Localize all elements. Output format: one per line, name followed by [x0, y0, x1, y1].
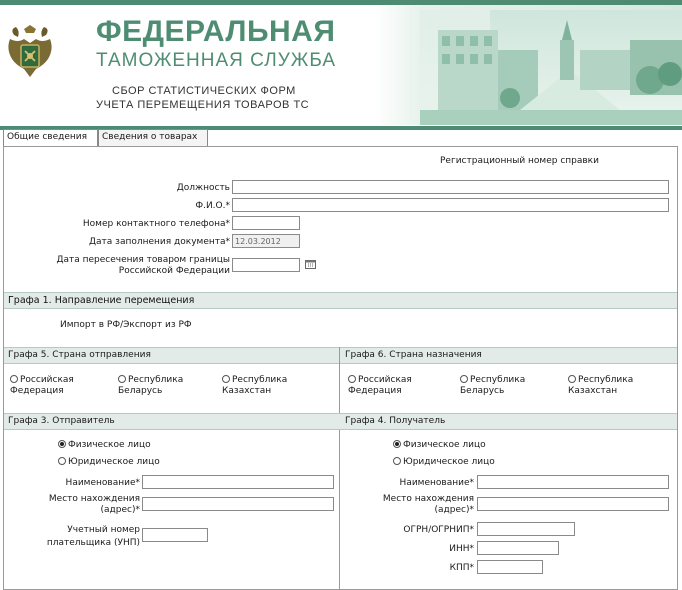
tab-goods-info[interactable]: Сведения о товарах [98, 129, 208, 146]
radio-selected-icon [58, 440, 66, 448]
graph6-option-belarus[interactable] [460, 375, 525, 397]
recipient-ogrn-input[interactable] [477, 522, 575, 536]
phone-input[interactable] [232, 216, 300, 230]
option-label: Республика [578, 375, 634, 385]
recipient-ogrn-label: ОГРН/ОГРНИП* [403, 525, 474, 535]
position-label: Должность [176, 183, 230, 193]
recipient-address-label-line1: Место нахождения [382, 494, 474, 504]
recipient-kpp-input[interactable] [477, 560, 543, 574]
graph3-header: Графа 3. Отправитель [8, 416, 115, 426]
sender-legal-radio[interactable] [58, 457, 160, 468]
graph4-header: Графа 4. Получатель [345, 416, 446, 426]
option-label-line2: Беларусь [118, 386, 163, 396]
option-label: Российская [20, 375, 74, 385]
sender-name-label: Наименование* [65, 478, 140, 488]
sender-address-input[interactable] [142, 497, 334, 511]
radio-label: Физическое лицо [403, 440, 486, 450]
full-name-label: Ф.И.О.* [195, 201, 230, 211]
tab-general-info[interactable]: Общие сведения [3, 129, 98, 146]
option-label: Республика [128, 375, 184, 385]
phone-label: Номер контактного телефона* [82, 219, 230, 229]
graph6-option-russia[interactable] [348, 375, 412, 397]
recipient-address-input[interactable] [477, 497, 669, 511]
service-title-line2: УЧЕТА ПЕРЕМЕЩЕНИЯ ТОВАРОВ ТС [96, 99, 310, 111]
option-label: Российская [358, 375, 412, 385]
recipient-name-label: Наименование* [399, 478, 474, 488]
option-label-line2: Беларусь [460, 386, 505, 396]
border-date-label-line2: Российской Федерации [118, 266, 230, 276]
registration-number-label: Регистрационный номер справки [440, 156, 599, 166]
recipient-physical-radio[interactable] [393, 440, 486, 451]
city-banner-image [420, 10, 682, 125]
form-panel [3, 146, 678, 590]
service-title-line1: СБОР СТАТИСТИЧЕСКИХ ФОРМ [112, 85, 296, 97]
sender-unp-label-line2: плательщика (УНП) [46, 538, 140, 548]
graph5-option-russia[interactable] [10, 375, 74, 397]
graph5-option-kazakhstan[interactable] [222, 375, 287, 397]
position-input[interactable] [232, 180, 669, 194]
option-label: Республика [232, 375, 288, 385]
fill-date-input[interactable] [232, 234, 300, 248]
graph5-option-belarus[interactable] [118, 375, 183, 397]
recipient-inn-label: ИНН* [449, 544, 474, 554]
option-label-line2: Казахстан [568, 386, 618, 396]
graph1-header: Графа 1. Направление перемещения [4, 292, 677, 309]
graph1-direction-value: Импорт в РФ/Экспорт из РФ [60, 320, 192, 330]
border-date-label-line1: Дата пересечения товаром границы [56, 255, 230, 265]
recipient-address-label-line2: (адрес)* [434, 505, 474, 515]
radio-icon [58, 457, 66, 465]
option-label-line2: Федерация [10, 386, 64, 396]
graph6-header: Графа 6. Страна назначения [345, 350, 482, 360]
sender-unp-input[interactable] [142, 528, 208, 542]
full-name-input[interactable] [232, 198, 669, 212]
radio-label: Юридическое лицо [403, 457, 495, 467]
customs-emblem-icon [6, 25, 54, 81]
sender-name-input[interactable] [142, 475, 334, 489]
radio-icon [460, 375, 468, 383]
org-subtitle: ТАМОЖЕННАЯ СЛУЖБА [96, 50, 337, 71]
graph5-header: Графа 5. Страна отправления [8, 350, 151, 360]
sender-address-label-line1: Место нахождения [48, 494, 140, 504]
border-date-input[interactable] [232, 258, 300, 272]
site-header [0, 5, 682, 125]
radio-icon [222, 375, 230, 383]
fill-date-label: Дата заполнения документа* [89, 237, 230, 247]
radio-label: Физическое лицо [68, 440, 151, 450]
radio-icon [393, 457, 401, 465]
calendar-icon[interactable] [305, 259, 316, 269]
option-label-line2: Федерация [348, 386, 402, 396]
option-label-line2: Казахстан [222, 386, 272, 396]
org-title: ФЕДЕРАЛЬНАЯ [96, 15, 336, 48]
sender-unp-label-line1: Учетный номер [67, 525, 140, 535]
recipient-name-input[interactable] [477, 475, 669, 489]
option-label: Республика [470, 375, 526, 385]
radio-icon [348, 375, 356, 383]
column-divider [339, 347, 340, 590]
radio-icon [10, 375, 18, 383]
recipient-inn-input[interactable] [477, 541, 559, 555]
sender-physical-radio[interactable] [58, 440, 151, 451]
radio-icon [118, 375, 126, 383]
radio-icon [568, 375, 576, 383]
radio-label: Юридическое лицо [68, 457, 160, 467]
radio-selected-icon [393, 440, 401, 448]
recipient-kpp-label: КПП* [449, 563, 474, 573]
sender-address-label-line2: (адрес)* [100, 505, 140, 515]
graph6-option-kazakhstan[interactable] [568, 375, 633, 397]
recipient-legal-radio[interactable] [393, 457, 495, 468]
